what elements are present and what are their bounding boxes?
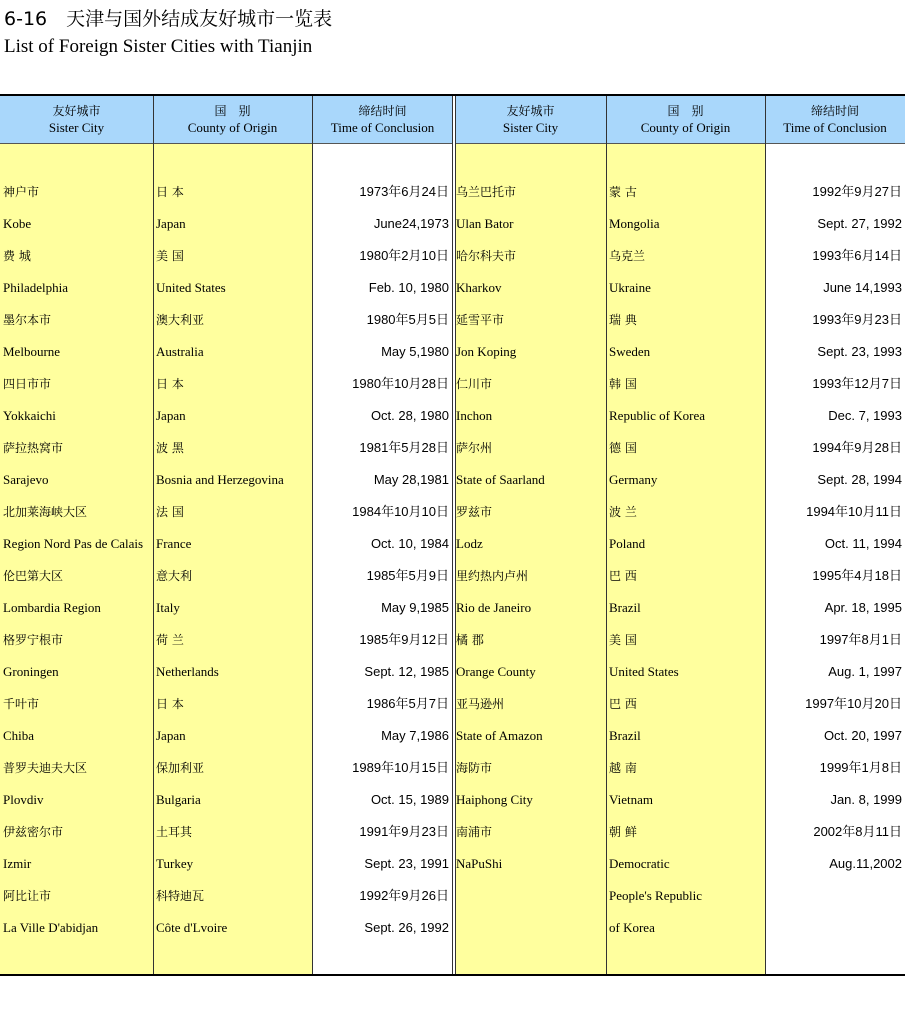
sister-city-cell: 萨拉热窝市 bbox=[3, 441, 64, 455]
sister-city-cell bbox=[456, 880, 604, 912]
sister-city-cell: 格罗宁根市 bbox=[3, 633, 64, 647]
sister-city-cell: State of Saarland bbox=[456, 472, 545, 487]
conclusion-date-cell: 1992年9月26日 bbox=[359, 888, 449, 903]
header-label-en: Time of Conclusion bbox=[783, 120, 887, 135]
conclusion-date-cell: May 5,1980 bbox=[381, 344, 449, 359]
header-label-cn: 缔结时间 bbox=[358, 104, 407, 118]
table-row bbox=[0, 816, 905, 848]
table-row bbox=[0, 208, 905, 240]
sister-city-cell: Inchon bbox=[456, 408, 493, 423]
conclusion-date-cell: Oct. 11, 1994 bbox=[824, 536, 902, 551]
country-cell: 日 本 bbox=[156, 697, 184, 711]
table-row bbox=[0, 656, 905, 688]
table-row bbox=[0, 240, 905, 272]
sister-city-cell: 罗兹市 bbox=[456, 505, 493, 519]
conclusion-date-cell: 1980年10月28日 bbox=[352, 376, 449, 391]
conclusion-date-cell bbox=[765, 880, 902, 912]
header-label-en: County of Origin bbox=[640, 120, 731, 135]
country-cell: 土耳其 bbox=[156, 825, 193, 839]
sister-city-cell: 神户市 bbox=[3, 185, 40, 199]
conclusion-date-cell: Oct. 20, 1997 bbox=[823, 728, 902, 743]
conclusion-date-cell: 1997年10月20日 bbox=[805, 696, 902, 711]
conclusion-date-cell: Sept. 12, 1985 bbox=[364, 664, 449, 679]
header-country-left bbox=[153, 96, 312, 144]
conclusion-date-cell: 1991年9月23日 bbox=[359, 824, 449, 839]
conclusion-date-cell: Sept. 26, 1992 bbox=[364, 920, 449, 935]
conclusion-date-cell: Sept. 28, 1994 bbox=[817, 472, 902, 487]
country-cell: Italy bbox=[156, 600, 180, 615]
country-cell: Mongolia bbox=[609, 216, 660, 231]
sister-city-cell: 伊兹密尔市 bbox=[3, 825, 64, 839]
country-cell: 科特迪瓦 bbox=[156, 889, 205, 903]
table-row bbox=[0, 880, 905, 912]
country-cell: Ukraine bbox=[609, 280, 651, 295]
country-cell: Japan bbox=[156, 408, 186, 423]
country-cell: Japan bbox=[156, 728, 186, 743]
country-cell: 美 国 bbox=[156, 249, 184, 263]
sister-city-cell: State of Amazon bbox=[456, 728, 543, 743]
conclusion-date-cell: May 28,1981 bbox=[373, 472, 449, 487]
country-cell: 日 本 bbox=[156, 377, 184, 391]
header-label-en: Sister City bbox=[502, 120, 559, 135]
conclusion-date-cell: 1994年10月11日 bbox=[806, 504, 902, 519]
table-row bbox=[0, 176, 905, 208]
conclusion-date-cell: 1980年2月10日 bbox=[359, 248, 449, 263]
sister-city-cell: 里约热内卢州 bbox=[456, 569, 529, 583]
conclusion-date-cell: Feb. 10, 1980 bbox=[368, 280, 449, 295]
table-row bbox=[0, 592, 905, 624]
country-cell: 保加利亚 bbox=[156, 761, 205, 775]
country-cell: 韩 国 bbox=[609, 377, 637, 391]
conclusion-date-cell: 1993年9月23日 bbox=[812, 312, 902, 327]
country-cell: 美 国 bbox=[609, 633, 637, 647]
sister-city-cell: Plovdiv bbox=[3, 792, 44, 807]
sister-city-cell: Melbourne bbox=[3, 344, 61, 359]
header-label-cn: 友好城市 bbox=[506, 104, 555, 118]
conclusion-date-cell: 2002年8月11日 bbox=[813, 824, 902, 839]
table-row bbox=[0, 560, 905, 592]
country-cell: 瑞 典 bbox=[609, 313, 637, 327]
country-cell: Australia bbox=[156, 344, 204, 359]
country-cell: 波 黑 bbox=[156, 441, 184, 455]
sister-city-cell: Sarajevo bbox=[3, 472, 49, 487]
sister-city-cell: Groningen bbox=[3, 664, 59, 679]
conclusion-date-cell bbox=[765, 912, 902, 944]
conclusion-date-cell: June24,1973 bbox=[373, 216, 449, 231]
table-row bbox=[0, 400, 905, 432]
sister-city-cell: 墨尔本市 bbox=[3, 313, 52, 327]
table-row bbox=[0, 912, 905, 944]
table-row bbox=[0, 752, 905, 784]
sister-city-cell: Orange County bbox=[456, 664, 536, 679]
conclusion-date-cell: Oct. 10, 1984 bbox=[370, 536, 449, 551]
sister-city-cell: 阿比让市 bbox=[3, 889, 52, 903]
sister-city-cell: Jon Koping bbox=[456, 344, 517, 359]
conclusion-date-cell: 1994年9月28日 bbox=[812, 440, 902, 455]
table-row bbox=[0, 784, 905, 816]
conclusion-date-cell: Apr. 18, 1995 bbox=[824, 600, 902, 615]
sister-city-cell: 橘 郡 bbox=[456, 633, 484, 647]
country-cell: 巴 西 bbox=[609, 569, 637, 583]
header-sister-city-right bbox=[455, 96, 606, 144]
header-sister-city-left bbox=[0, 96, 153, 144]
country-cell: Germany bbox=[609, 472, 658, 487]
country-cell: 越 南 bbox=[609, 761, 637, 775]
conclusion-date-cell: 1984年10月10日 bbox=[352, 504, 449, 519]
header-country-right bbox=[606, 96, 765, 144]
country-cell: 朝 鲜 bbox=[609, 825, 637, 839]
table-row bbox=[0, 464, 905, 496]
conclusion-date-cell: 1992年9月27日 bbox=[812, 184, 902, 199]
sister-city-cell: Lodz bbox=[456, 536, 483, 551]
country-cell: 澳大利亚 bbox=[156, 313, 205, 327]
table-row bbox=[0, 624, 905, 656]
conclusion-date-cell: 1981年5月28日 bbox=[359, 440, 449, 455]
country-cell: Democratic bbox=[609, 856, 670, 871]
country-cell: Sweden bbox=[609, 344, 651, 359]
conclusion-date-cell: May 7,1986 bbox=[381, 728, 449, 743]
header-label-en: County of Origin bbox=[187, 120, 278, 135]
header-label-en: Time of Conclusion bbox=[330, 120, 435, 135]
country-cell: 乌克兰 bbox=[609, 249, 646, 263]
sister-city-cell: Izmir bbox=[3, 856, 32, 871]
country-cell: Republic of Korea bbox=[609, 408, 706, 423]
table-title-en: List of Foreign Sister Cities with Tianjin bbox=[4, 36, 313, 57]
header-time-left bbox=[312, 96, 453, 144]
country-cell: Brazil bbox=[609, 600, 641, 615]
country-cell: 巴 西 bbox=[609, 697, 637, 711]
sister-city-cell: 萨尔州 bbox=[456, 441, 493, 455]
conclusion-date-cell: Sept. 23, 1991 bbox=[364, 856, 449, 871]
country-cell: Vietnam bbox=[609, 792, 653, 807]
sister-city-cell: NaPuShi bbox=[456, 856, 503, 871]
conclusion-date-cell: 1973年6月24日 bbox=[359, 184, 449, 199]
conclusion-date-cell: Aug.11,2002 bbox=[829, 856, 902, 871]
bottom-rule bbox=[0, 974, 905, 976]
header-label-cn: 国 别 bbox=[214, 104, 251, 118]
sister-city-cell: Lombardia Region bbox=[3, 600, 101, 615]
country-cell: France bbox=[156, 536, 192, 551]
conclusion-date-cell: 1993年6月14日 bbox=[812, 248, 902, 263]
header-time-right bbox=[765, 96, 905, 144]
sister-city-cell: 费 城 bbox=[3, 249, 31, 263]
sister-city-cell: 乌兰巴托市 bbox=[456, 185, 517, 199]
country-cell: United States bbox=[609, 664, 679, 679]
country-cell: of Korea bbox=[609, 920, 655, 935]
conclusion-date-cell: 1985年5月9日 bbox=[366, 568, 449, 583]
sister-city-cell: 伦巴第大区 bbox=[3, 569, 64, 583]
country-cell: 德 国 bbox=[609, 441, 637, 455]
conclusion-date-cell: Sept. 27, 1992 bbox=[817, 216, 902, 231]
country-cell: 日 本 bbox=[156, 185, 184, 199]
country-cell: 荷 兰 bbox=[156, 633, 184, 647]
sister-city-cell: Rio de Janeiro bbox=[456, 600, 532, 615]
table-row bbox=[0, 368, 905, 400]
table-title-cn: 6-16 天津与国外结成友好城市一览表 bbox=[4, 8, 333, 30]
country-cell: Bosnia and Herzegovina bbox=[156, 472, 284, 487]
table-row bbox=[0, 688, 905, 720]
sister-city-cell: 亚马逊州 bbox=[456, 697, 505, 711]
conclusion-date-cell: Jan. 8, 1999 bbox=[830, 792, 902, 807]
conclusion-date-cell: 1986年5月7日 bbox=[366, 696, 449, 711]
sister-city-cell: Ulan Bator bbox=[456, 216, 514, 231]
sister-city-cell: 仁川市 bbox=[456, 377, 493, 391]
sister-city-cell: La Ville D'abidjan bbox=[3, 920, 99, 935]
sister-city-cell bbox=[456, 912, 604, 944]
sister-city-cell: 哈尔科夫市 bbox=[456, 249, 517, 263]
country-cell: Côte d'Lvoire bbox=[156, 920, 228, 935]
conclusion-date-cell: Aug. 1, 1997 bbox=[828, 664, 902, 679]
sister-city-cell: Haiphong City bbox=[456, 792, 533, 807]
conclusion-date-cell: 1995年4月18日 bbox=[812, 568, 902, 583]
sister-city-cell: 普罗夫迪夫大区 bbox=[3, 761, 88, 775]
sister-city-cell: 南浦市 bbox=[456, 825, 493, 839]
conclusion-date-cell: Sept. 23, 1993 bbox=[817, 344, 902, 359]
country-cell: Brazil bbox=[609, 728, 641, 743]
country-cell: 法 国 bbox=[156, 505, 184, 519]
sister-city-cell: Kharkov bbox=[456, 280, 502, 295]
sister-city-cell: 海防市 bbox=[456, 761, 493, 775]
conclusion-date-cell: 1980年5月5日 bbox=[366, 312, 449, 327]
header-label-cn: 友好城市 bbox=[52, 104, 101, 118]
table-row bbox=[0, 272, 905, 304]
country-cell: Netherlands bbox=[156, 664, 219, 679]
table-row bbox=[0, 496, 905, 528]
country-cell: Turkey bbox=[156, 856, 194, 871]
country-cell: People's Republic bbox=[609, 888, 702, 903]
table-row bbox=[0, 848, 905, 880]
sister-city-cell: Kobe bbox=[3, 216, 32, 231]
conclusion-date-cell: Oct. 28, 1980 bbox=[370, 408, 449, 423]
table-row bbox=[0, 432, 905, 464]
conclusion-date-cell: 1993年12月7日 bbox=[812, 376, 902, 391]
conclusion-date-cell: June 14,1993 bbox=[823, 280, 902, 295]
country-cell: Bulgaria bbox=[156, 792, 201, 807]
conclusion-date-cell: May 9,1985 bbox=[381, 600, 449, 615]
sister-city-cell: 千叶市 bbox=[3, 697, 40, 711]
country-cell: Poland bbox=[609, 536, 646, 551]
country-cell: 波 兰 bbox=[609, 505, 637, 519]
conclusion-date-cell: 1985年9月12日 bbox=[359, 632, 449, 647]
country-cell: United States bbox=[156, 280, 226, 295]
header-label-cn: 缔结时间 bbox=[810, 104, 859, 118]
header-label-cn: 国 别 bbox=[667, 104, 704, 118]
sister-city-cell: 北加莱海峡大区 bbox=[3, 505, 88, 519]
conclusion-date-cell: 1989年10月15日 bbox=[352, 760, 449, 775]
table-row bbox=[0, 720, 905, 752]
sister-city-cell: 延雪平市 bbox=[456, 313, 505, 327]
sister-city-cell: Region Nord Pas de Calais bbox=[3, 536, 144, 551]
conclusion-date-cell: Dec. 7, 1993 bbox=[828, 408, 902, 423]
country-cell: 意大利 bbox=[156, 569, 193, 583]
country-cell: Japan bbox=[156, 216, 186, 231]
country-cell: 蒙 古 bbox=[609, 185, 637, 199]
table-row bbox=[0, 304, 905, 336]
conclusion-date-cell: 1997年8月1日 bbox=[819, 632, 902, 647]
sister-city-cell: Philadelphia bbox=[3, 280, 68, 295]
conclusion-date-cell: Oct. 15, 1989 bbox=[370, 792, 449, 807]
sister-city-cell: Yokkaichi bbox=[3, 408, 56, 423]
sister-city-cell: Chiba bbox=[3, 728, 35, 743]
sister-city-cell: 四日市市 bbox=[3, 377, 52, 391]
header-label-en: Sister City bbox=[48, 120, 105, 135]
conclusion-date-cell: 1999年1月8日 bbox=[819, 760, 902, 775]
table-row bbox=[0, 528, 905, 560]
table-row bbox=[0, 336, 905, 368]
